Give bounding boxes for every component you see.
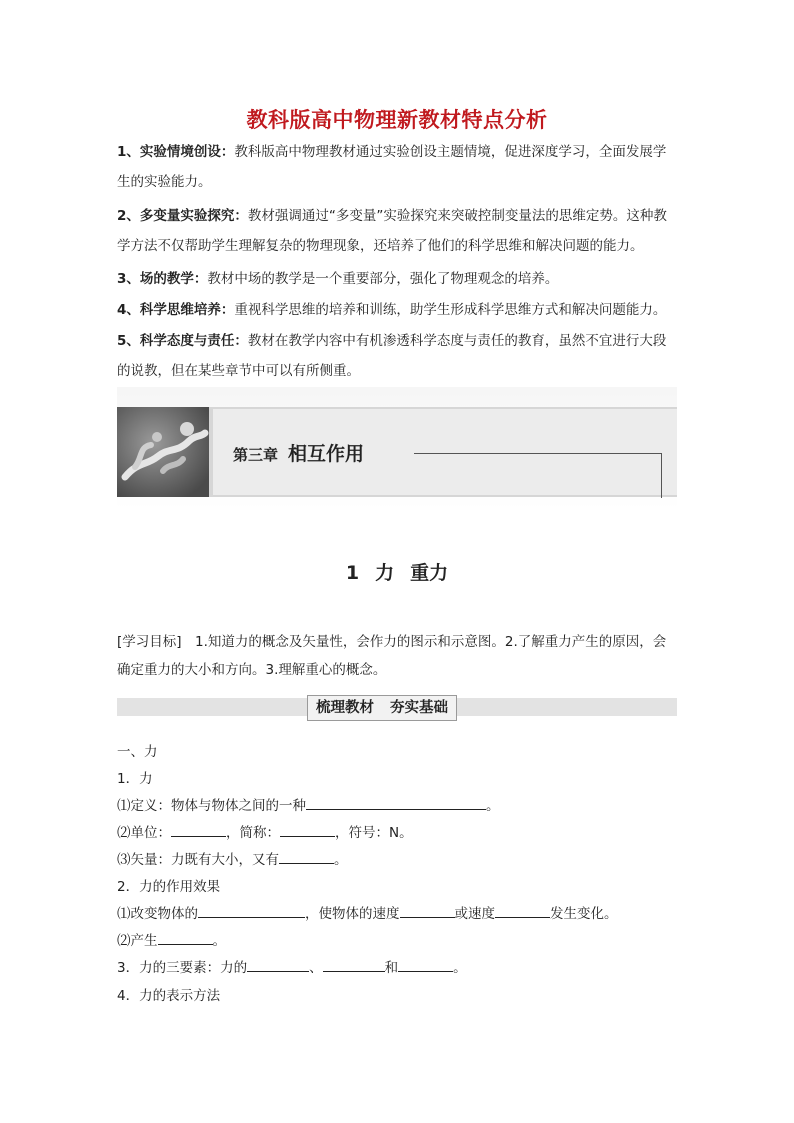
document-title: 教科版高中物理新教材特点分析 [246,108,548,132]
unit-abbr-text: ，简称： [226,825,280,841]
intro-item-4 [117,295,679,325]
intro-label: 2、多变量实验探究： [117,208,248,224]
produce-end: 。 [212,933,226,949]
intro-item-1 [117,137,679,197]
intro-label: 4、科学思维培养： [117,302,235,318]
three-elements-text-c: 和 [384,960,399,976]
definition-end: 。 [486,798,500,814]
effect-text-a: ⑴改变物体的 [117,906,198,922]
chapter-name: 相互作用 [288,443,365,465]
fill-blank[interactable] [280,824,335,837]
three-elements-text-b: 、 [309,960,323,976]
intro-text: 教材中场的教学是一个重要部分，强化了物理观念的培养。 [207,271,559,287]
effect-text-b: ，使物体的速度 [305,906,400,922]
definition-text: ⑴定义：物体与物体之间的一种 [117,798,306,814]
fill-blank[interactable] [158,932,213,945]
fill-blank[interactable] [279,851,334,864]
fill-blank[interactable] [400,905,455,918]
unit-symbol-text: ，符号：N。 [335,825,413,841]
intro-text: 重视科学思维的培养和训练，助学生形成科学思维方式和解决问题能力。 [234,302,667,318]
tab-part-a: 梳理教材 [316,700,374,716]
review-tab-label [307,695,457,721]
subheading-effect: 2．力的作用效果 [117,879,221,895]
produce-line [117,929,226,949]
heading-force: 一、力 [117,744,158,760]
learning-goals: [学习目标] 1.知道力的概念及矢量性，会作力的图示和示意图。2.了解重力产生的原因，会确定重力的大小和方向。3.理解重心的概念。 [117,634,667,678]
intro-label: 3、场的教学： [117,271,208,287]
definition-line [117,794,500,814]
fill-blank[interactable] [171,824,226,837]
chapter-number: 第三章 [233,446,279,464]
intro-label: 1、实验情境创设： [117,144,235,160]
three-elements-end: 。 [453,960,467,976]
vector-text: ⑶矢量：力既有大小，又有 [117,852,279,868]
chapter-heading [233,439,364,466]
unit-text: ⑵单位： [117,825,171,841]
fill-blank[interactable] [495,905,550,918]
fill-blank[interactable] [247,959,309,972]
section-title-b: 重力 [410,562,449,584]
produce-text: ⑵产生 [117,933,158,949]
intro-item-2 [117,201,679,261]
effect-text-d: 发生变化。 [550,906,618,922]
fill-blank[interactable] [323,959,385,972]
subheading-representation: 4．力的表示方法 [117,988,221,1004]
fill-blank[interactable] [398,959,453,972]
chapter-frame-line [414,453,662,498]
intro-text: 教材强调通过“多变量”实验探究来突破控制变量法的思维定势。这种教学方法不仅帮助学生理解复杂的物理现象，还培养了他们的科学思维和解决问题的能力。 [117,208,667,254]
effect-line [117,902,618,922]
section-number: 1 [345,562,360,584]
section-title [0,558,794,585]
section-title-a: 力 [375,562,395,584]
subheading-force: 1．力 [117,771,153,787]
vector-line [117,848,348,868]
fill-blank[interactable] [198,905,305,918]
intro-text: 教科版高中物理教材通过实验创设主题情境，促进深度学习，全面发展学生的实验能力。 [117,144,667,190]
unit-line [117,821,413,841]
three-elements-line [117,956,467,976]
intro-item-5 [117,326,679,386]
tab-part-b: 夯实基础 [390,700,448,716]
effect-text-c: 或速度 [454,906,495,922]
chapter-image [117,407,209,497]
intro-item-3 [117,264,679,294]
three-elements-text-a: 3．力的三要素：力的 [117,960,248,976]
intro-label: 5、科学态度与责任： [117,333,248,349]
intro-text: 教材在教学内容中有机渗透科学态度与责任的教育，虽然不宜进行大段的说教，但在某些章节中可以有所侧重。 [117,333,667,379]
fill-blank[interactable] [306,797,486,810]
vector-end: 。 [334,852,348,868]
